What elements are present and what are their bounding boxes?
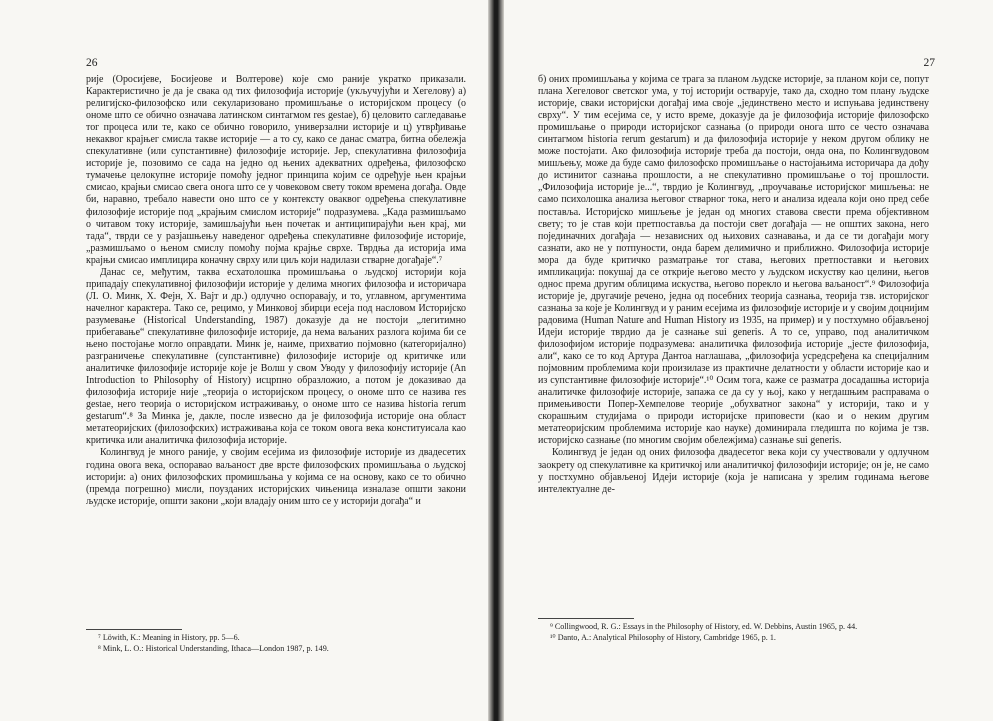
footnotes [538, 618, 929, 643]
footnote: ⁹ Collingwood, R. G.: Essays in the Philosophy of History, ed. W. Debbins, Austin 1965, p. 44. [550, 622, 858, 631]
body-text [538, 74, 929, 496]
paragraph: Колингвуд је много раније, у својим есејима из филозофије историје из двадесетих година овога века, оспоравао ваљаност две врсте филозофских промишљања о људској историји: а) оних филозофских промишљања у којима се на основу, како се то обично (премда погрешно) мисли, поузданих историјских чињеница изналазе општи закони људске историје, општи закони „који владају оним што се у историји догађа“ и [86, 447, 466, 507]
paragraph: б) оних промишљања у којима се трага за планом људске историје, за планом који се, попут плана Хегеловог светског ума, у тој историји остварује, тако да, сходно том плану људске историје, сваки историјски догађај има своје „јединствено место и испуњава јединствену сврху“. У тим есејима се, у исто време, доказује да је филозофија историје филозофско промишљање о природи историјског сазнања (о природи онога што се често означава синтагмом historia rerum gestarum) и да филозофија историје у неком другом облику не може постојати. Ако филозофија историје треба да постоји, онда она, по Колингвудовом мишљењу, може да буде само филозофско промишљање о настојањима историчара да дођу до истинитог сазнања прошлости, а не спекулативно промишљање о тој прошлости. „Филозофија историје је...“, тврдио је Колингвуд, „проучавање историјског мишљења: не само психолошка анализа његовог стварног тока, него и анализа идеала који оно пред себе поставља. Историјско мишљење је један од многих ставова свести према објективном свету; то је став који претпоставља да постоји свет догађаја — не општих закона, него појединачних догађаја — независних од њихових сазнавања, и да се ти догађаји могу сазнати, ако не у потпуности, онда барем делимично и приближно. Филозофија историје мора да буде критичко разматрање тог става, његових претпоставки и његових импликација: покушај да се открије његово место у људском искуству као целини, његов однос према другим облицима искуства, његово порекло и његова ваљаност“.⁹ Филозофија историје је, другачије речено, једна од посебних теорија сазнања, теорија тзв. историјског сазнања за које је Колингвуд и у раним есејима из филозофије историје и у својим доцнијим радовима (Human Nature and Human History из 1935, на пример) и у постхумно објављеној Идеји историје тврдио да је сазнање sui generis. А то се, управо, под аналитичком филозофијом историје подразумева: аналитичка филозофија историје „јесте филозофија, али“, како се то код Артура Дантоа наглашава, „филозофија усредсређена ка специјалним појмовним проблемима који произилазе из практичне делатности у области историје као и из супстантивне филозофије историје“.¹⁰ Осим тога, каже се разматра досадашња историја аналитичке филозофије историје, запажа се да су у њој, како у негдашњим расправама о примењивости Попер-Хемпелове теорије „обухватног закона“ у историји, тако и у скорашњим студијама о природи историјске приповести (као и о неким другим метатеоријским проблемима историје као науке) доминирала гледишта по којима је тзв. историјско сазнање (по многим својим обележјима) сазнање sui generis. [538, 74, 929, 447]
footnote: ⁸ Mink, L. O.: Historical Understanding, Ithaca—London 1987, p. 149. [98, 643, 329, 653]
left-page [0, 0, 488, 721]
footnote: ⁷ Löwith, K.: Meaning in History, pp. 5—6. [98, 633, 240, 642]
page-number: 26 [86, 57, 98, 69]
footnotes [86, 629, 466, 654]
right-page [504, 0, 993, 721]
footnote-rule [538, 618, 634, 619]
page-number: 27 [923, 57, 935, 69]
body-text [86, 74, 466, 508]
footnote: ¹⁰ Danto, A.: Analytical Philosophy of History, Cambridge 1965, p. 1. [550, 632, 776, 642]
footnote-rule [86, 629, 182, 630]
paragraph: рије (Оросијеве, Босијеове и Волтерове) које смо раније укратко приказали. Карактеристично је да је свака од тих филозофија историје (укључујући и Хегелову) а) религијско-филозофско или секуларизовано промишљање о историјском процесу (о ономе што се обично означава латинском синтагмом res gestae), б) целовито сагледавање тог процеса или те, како се обично говорило, универзални историје и ц) утврђивање некаквог крајњег смисла такве историје — а то су, како се данас сматра, битна обележја спекулативне (или супстантивне) филозофије историје. Јер, спекулативна филозофија историје је, позовимо се сада на једно од њених адекватних одређења, филозофско тумачење целокупне историје помоћу једног принципа којим се одређује њен крајњи смисао, крајњи смисао свега онога што се у човековом свету током времена догађа. Овде би, наравно, требало навести оно што се у контексту оваквог одређења спекулативне филозофије историје под „крајњим смислом историје“ подразумева. „Када размишљамо о читавом току историје, замишљајући њен почетак и антиципирајући њен крај, ми тада“, тврди се у разјашњењу наведеног одређења спекулативне филозофије историје, „размишљамо о њеном смислу помоћу појма крајње сврхе. Тврдња да историја има крајњи смисао имплицира коначну сврху или циљ који надилази стварне догађаје“.⁷ [86, 74, 466, 266]
book-gutter [488, 0, 504, 721]
paragraph: Колингвуд је један од оних филозофа двадесетог века који су учествовали у одлучном заокрету од спекулативне ка критичкој или аналитичкој филозофији историје; он је, не само у постхумно објављеној Идеји историје (која је написана у зрелим годинама његове интелектуалне де- [538, 447, 929, 495]
paragraph: Данас се, међутим, таква есхатолошка промишљања о људској историји која припадају спекулативној филозофији историје у делима многих филозофа и историчара (Л. О. Минк, Х. Фејн, Х. Вајт и др.) одлучно оспоравају, и то, углавном, аргументима начелног карактера. Тако се, рецимо, у Минковој збирци есеја под насловом Историјско разумевање (Historical Understanding, 1987) доказује да не постоји „легитимно прибегавање“ спекулативне филозофије историје, да нема ваљаних разлога којима би се њено постојање могло оправдати. Минк је, наиме, прихватио појмовно (категоријално) разграничење спекулативне (супстантивне) филозофије историје од критичке или аналитичке филозофије историје које је Волш у свом Уводу у филозофију историје (An Introduction to Philosophy of History) исцрпно образложио, а потом је доказивао да филозофија историје није „теорија о историјском процесу, о ономе што се назива res gestae, него теорија о историјском истраживању, о ономе што се назива historia rerum gestarum“.⁸ За Минка је, дакле, после извесно да је филозофија историје она област метатеоријских (филозофских) истраживања која се током овога века конституисала као критичка или аналитичка филозофија историје. [86, 266, 466, 447]
